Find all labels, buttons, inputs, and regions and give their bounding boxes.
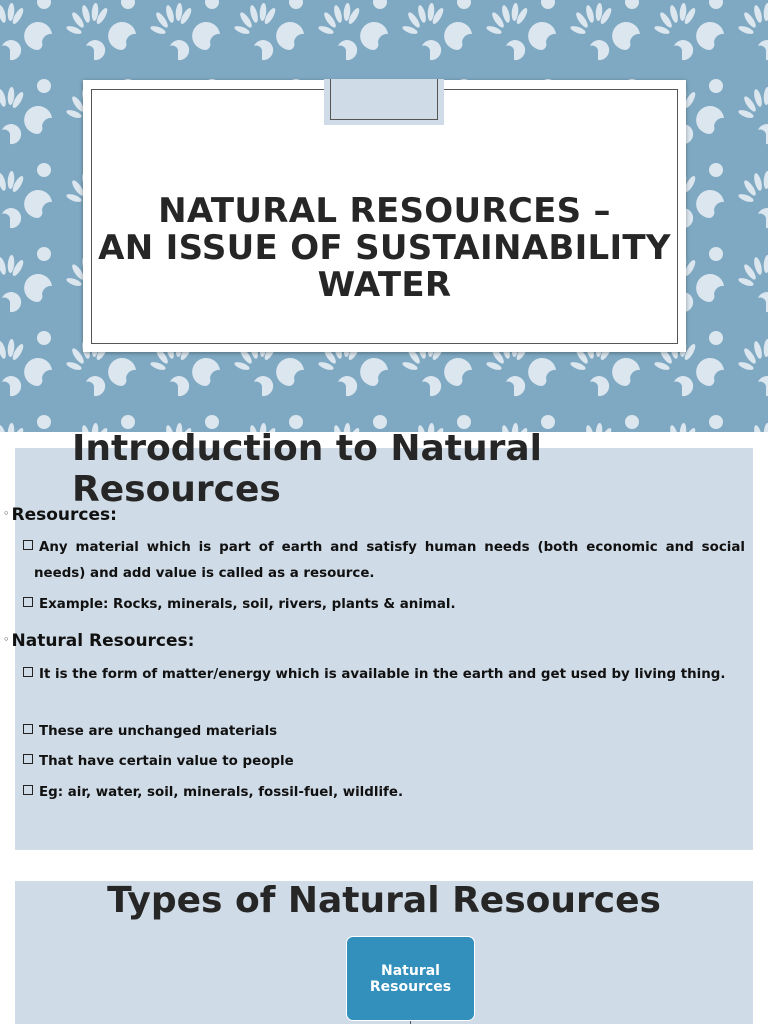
checkbox-bullet-icon [23,785,33,795]
introduction-slide [3,428,753,850]
circle-bullet-icon: ◦ [3,507,10,520]
list-item [23,749,745,775]
title-slide [0,0,768,432]
introduction-heading-line1: Introduction to Natural [72,428,543,469]
slide-title-line2: AN ISSUE OF SUSTAINABILITY [98,228,671,268]
section-heading-resources [3,505,117,525]
section-heading-label: Natural Resources: [11,631,195,651]
natural-resources-node [346,936,475,1021]
list-item [23,780,745,806]
list-item [23,719,745,745]
title-card [83,80,686,352]
circle-bullet-icon: ◦ [3,633,10,646]
slide-title-line3: WATER [317,265,452,305]
list-item [23,592,745,618]
node-label: Natural Resources [369,962,452,995]
section-heading-label: Resources: [11,505,117,525]
introduction-heading [72,428,542,510]
checkbox-bullet-icon [23,540,33,550]
checkbox-bullet-icon [23,667,33,677]
introduction-heading-line2: Resources [72,469,281,510]
title-card-tab [324,79,444,125]
slide-title-line1: NATURAL RESOURCES – [158,191,611,231]
slide-title [83,193,686,304]
checkbox-bullet-icon [23,754,33,764]
section-heading-natural-resources [3,631,194,651]
checkbox-bullet-icon [23,724,33,734]
checkbox-bullet-icon [23,597,33,607]
list-item [23,535,745,587]
list-item-text: Eg: air, water, soil, minerals, fossil-fuel, wildlife. [39,785,404,800]
list-item-text: That have certain value to people [39,754,294,769]
list-item-text: It is the form of matter/energy which is available in the earth and get used by living thing. [39,667,726,682]
list-item-text: Any material which is part of earth and satisfy human needs (both economic and social needs) and add value is called as a resource. [34,540,745,581]
list-item [23,662,745,688]
title-card-tab-border [330,79,438,120]
list-item-text: These are unchanged materials [39,724,278,739]
types-slide [15,881,753,1024]
types-heading: Types of Natural Resources [107,881,661,921]
list-item-text: Example: Rocks, minerals, soil, rivers, plants & animal. [39,597,456,612]
